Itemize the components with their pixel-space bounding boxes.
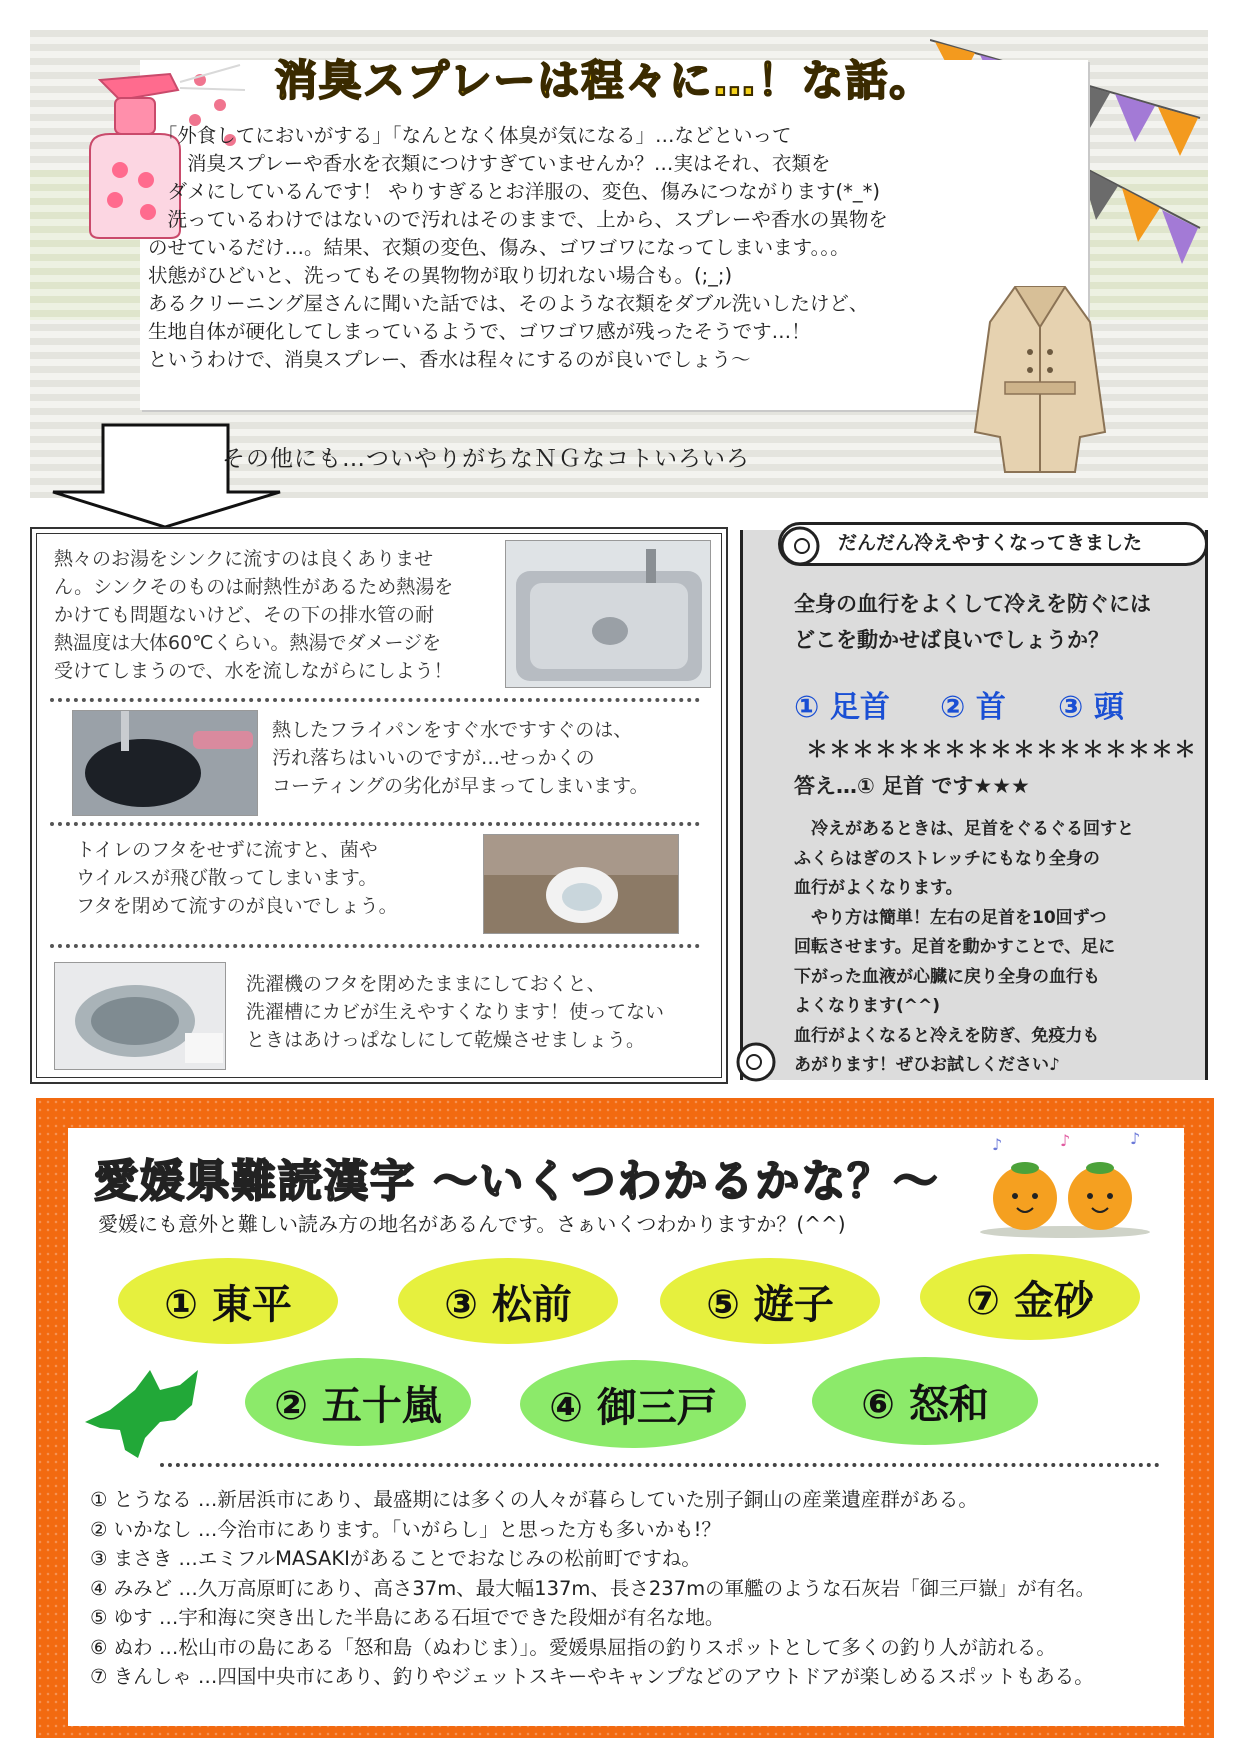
- mikan-characters-icon: [970, 1130, 1160, 1240]
- toilet-photo: [483, 834, 679, 934]
- cold-quiz-choice-2: ② 首: [940, 690, 1006, 725]
- ng-tip-sink-text: 熱々のお湯をシンクに流すのは良くありませ ん。シンクそのものは耐熱性があるため熱湯を かけても問題ないけど、その下の排水管の耐 熱温度は大体60℃くらい。熱湯でダメージを 受けてしまうので、水を流しながらにしよう！: [54, 548, 454, 682]
- trench-coat-icon: [970, 282, 1110, 477]
- kanji-subtitle: 愛媛にも意外と難しい読み方の地名があるんです。さぁいくつわかりますか？(^^): [98, 1212, 846, 1236]
- cold-quiz-title: だんだん冷えやすくなってきました: [838, 532, 1143, 554]
- down-arrow-icon: [48, 422, 288, 530]
- cold-quiz-answer: 答え…① 足首 です★★★: [794, 774, 1030, 798]
- cold-quiz-explanation: 冷えがあるときは、足首をぐるぐる回すと ふくらはぎのストレッチにもなり全身の 血行がよくなります。 やり方は簡単！左右の足首を10回ずつ 回転させます。足首を動かすことで、足に 下がった血液が心臓に戻り全身の血行も よくなります(^^) 血行がよくなると冷えを防ぎ、免疫力も あがります！ぜひお試しください♪: [794, 819, 1134, 1075]
- ng-tip-pan-text: 熱したフライパンをすぐ水ですすぐのは、 汚れ落ちはいいのですが…せっかくの コーティングの劣化が早まってしまいます。: [272, 719, 649, 797]
- kanji-quiz-3: ③ 松前: [398, 1258, 618, 1344]
- kanji-quiz-5: ⑤ 遊子: [660, 1258, 880, 1344]
- washing-machine-photo: [54, 962, 226, 1070]
- deodorant-title: 消臭スプレーは程々に…！な話。: [275, 56, 934, 105]
- cold-quiz-question: 全身の血行をよくして冷えを防ぐには どこを動かせば良いでしょうか？: [794, 592, 1151, 652]
- ng-separator: [50, 698, 700, 702]
- kanji-answer-list: ① とうなる …新居浜市にあり、最盛期には多くの人々が暮らしていた別子銅山の産業遺産群がある。 ② いかなし …今治市にあります。「いがらし」と思った方も多いかも!？ ③ まさき …エミフルMASAKIがあることでおなじみの松前町ですね。 ④ みみど …久万高原町にあり、高さ37m、最大幅137m、長さ237mの軍艦のような石灰岩「御三戸嶽」が有名。 ⑤ ゆす …宇和海に突き出した半島にある石垣でできた段畑が有名な地。 ⑥ ぬわ …松山市の島にある「怒和島（ぬわじま）」。愛媛県屈指の釣りスポットとして多くの釣り人が訪れる。 ⑦ きんしゃ …四国中央市にあり、釣りやジェットスキーやキャンプなどのアウトドアが楽しめるスポットもある。: [90, 1488, 1096, 1688]
- ng-tip-toilet-text: トイレのフタをせずに流すと、菌や ウイルスが飛び散ってしまいます。 フタを閉めて流すのが良いでしょう。: [76, 839, 398, 917]
- ng-separator: [50, 822, 700, 826]
- ng-separator: [50, 944, 700, 948]
- ng-tip-washer-text: 洗濯機のフタを閉めたままにしておくと、 洗濯槽にカビが生えやすくなります！使ってない ときはあけっぱなしにして乾燥させましょう。: [246, 973, 665, 1051]
- svg-text:♪: ♪: [1130, 1130, 1141, 1148]
- cold-quiz-choice-3: ③ 頭: [1058, 690, 1124, 725]
- deodorant-intro-text: 「外食してにおいがする」「なんとなく体臭が気になる」…などといって 消臭スプレーや香水を衣類につけすぎていませんか？…実はそれ、衣類を ダメにしているんです！ やりすぎるとお洋服の、変色、傷みにつながります(*_*) 洗っているわけではないので汚れはそのままで、上から、スプレーや香水の異物を のせているだけ…。結果、衣類の変色、傷み、ゴワゴワになってしまいます。。。 状態がひどいと、洗ってもその異物物が取り切れない場合も。(;_;) あるクリーニング屋さんに聞いた話では、そのような衣類をダブル洗いしたけど、 生地自体が硬化してしまっているようで、ゴワゴワ感が残ったそうです…！ というわけで、消臭スプレー、香水は程々にするのが良いでしょう～: [148, 124, 888, 371]
- kanji-title: 愛媛県難読漢字 ～いくつわかるかな？～: [94, 1156, 940, 1207]
- svg-text:♪: ♪: [992, 1135, 1003, 1154]
- scroll-curl-bottom-icon: [728, 1040, 788, 1090]
- cold-quiz-stars: ＊＊＊＊＊＊＊＊＊＊＊＊＊＊＊＊＊: [806, 738, 1198, 763]
- ehime-map-icon: [80, 1350, 210, 1470]
- kanji-quiz-1: ① 東平: [118, 1258, 338, 1344]
- cold-quiz-choice-1: ① 足首: [794, 690, 890, 725]
- frying-pan-photo: [72, 710, 258, 816]
- kanji-quiz-6: ⑥ 怒和: [812, 1357, 1038, 1445]
- scroll-curl-top-icon: [770, 522, 830, 572]
- kanji-separator: [160, 1463, 1160, 1467]
- sink-photo: [505, 540, 711, 688]
- kanji-quiz-4: ④ 御三戸: [520, 1360, 746, 1448]
- kanji-quiz-7: ⑦ 金砂: [920, 1254, 1140, 1340]
- ng-heading: その他にも…ついやりがちなＮＧなコトいろいろ: [222, 446, 750, 472]
- kanji-quiz-2: ② 五十嵐: [245, 1358, 471, 1446]
- svg-text:♪: ♪: [1060, 1131, 1071, 1150]
